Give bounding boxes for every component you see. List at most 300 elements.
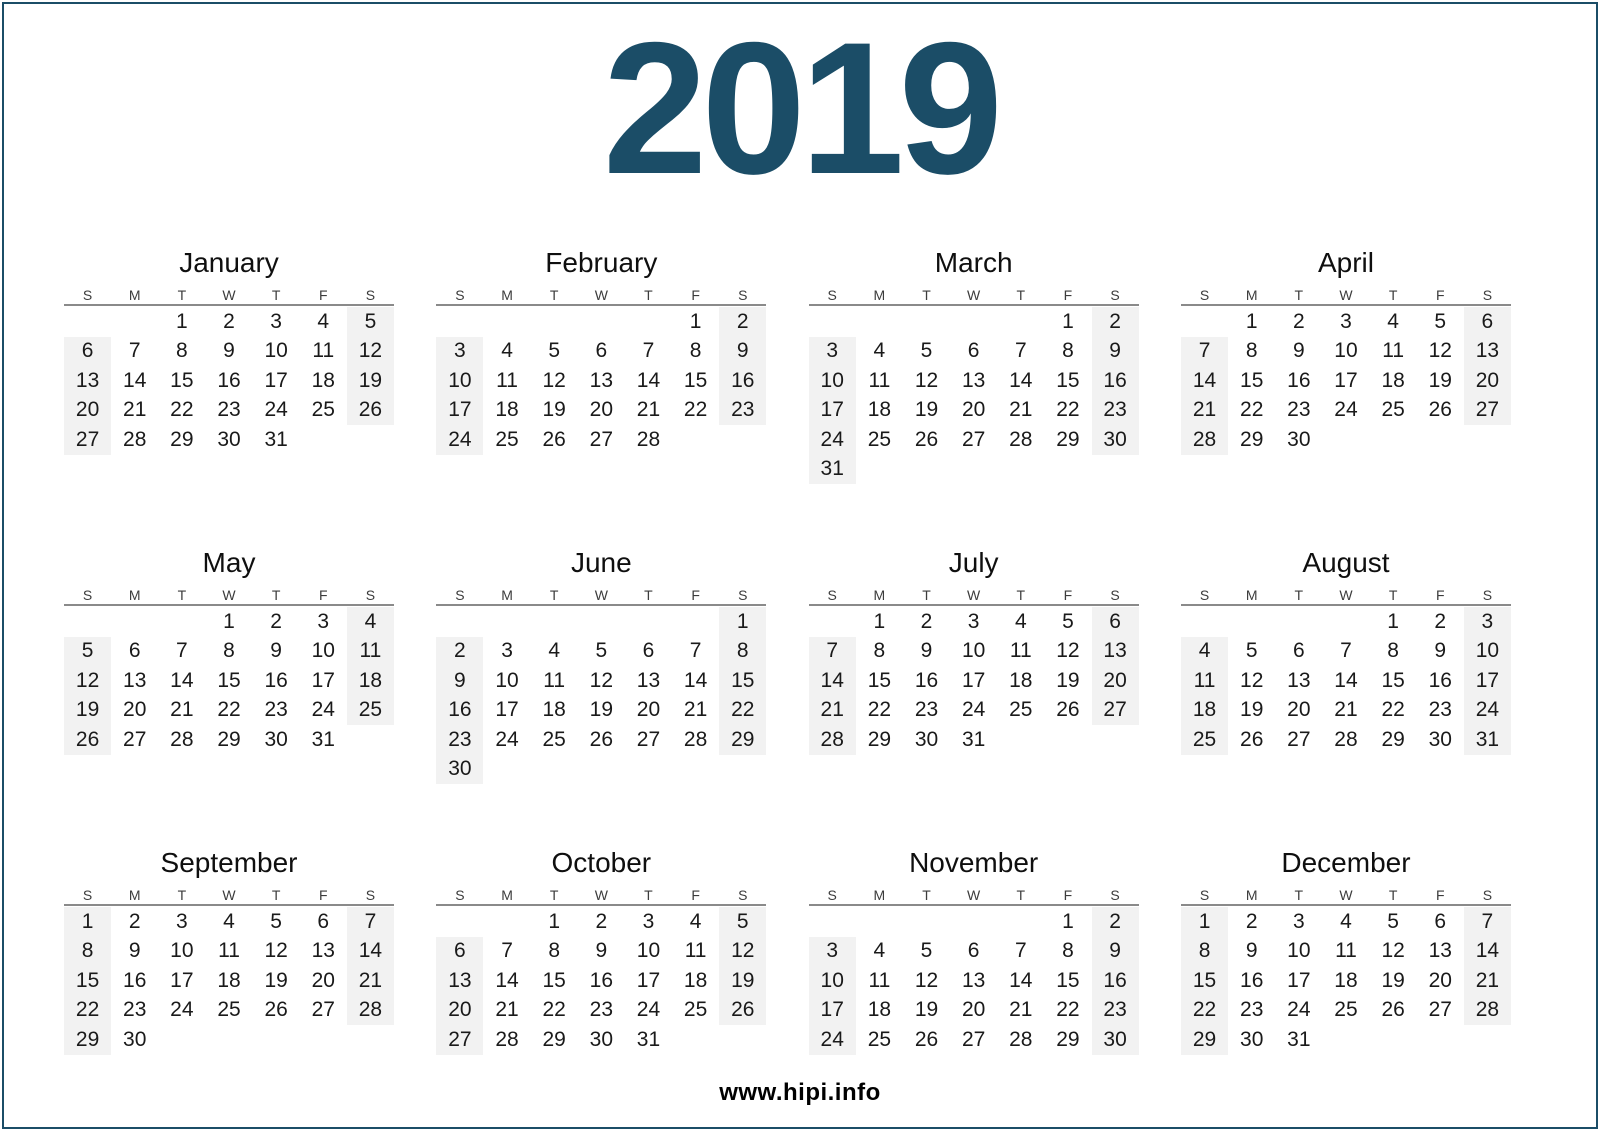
day-cell: 2	[920, 609, 933, 633]
weekday-label: S	[365, 887, 376, 903]
day-cell: 26	[589, 727, 613, 751]
day-cell: 31	[1464, 725, 1511, 755]
weekday-label: S	[738, 587, 748, 603]
day-cell: 17	[264, 368, 288, 392]
day-cell: 20	[961, 398, 986, 422]
day-cell: 7	[176, 639, 188, 663]
weekday-label: T	[271, 587, 281, 603]
day-cell: 31	[636, 1027, 661, 1051]
day-cell: 10	[495, 668, 519, 692]
day-cell: 9	[270, 639, 282, 663]
weekday-label: S	[82, 287, 93, 303]
day-cell: 19	[1381, 968, 1405, 992]
day-cell: 28	[495, 1027, 519, 1051]
weekday-header-row	[1181, 286, 1511, 306]
weekday-label: M	[873, 587, 886, 603]
empty-day-cell	[950, 455, 997, 485]
empty-day-cell	[672, 607, 719, 637]
day-cell: 8	[1245, 339, 1258, 363]
day-cell: 1	[1387, 609, 1399, 633]
weekday-label: F	[318, 287, 328, 303]
day-cell: 25	[867, 1027, 892, 1051]
day-cell: 27	[1092, 696, 1139, 726]
week-row	[809, 996, 1139, 1026]
day-cell: 29	[170, 427, 194, 451]
day-cell: 18	[1009, 668, 1033, 692]
day-cell: 10	[809, 366, 856, 396]
day-cell: 17	[636, 968, 661, 992]
week-row	[64, 425, 394, 455]
week-row	[809, 396, 1139, 426]
day-cell: 3	[809, 937, 856, 967]
week-row	[64, 307, 394, 337]
day-cell: 18	[867, 398, 892, 422]
month-weeks	[436, 607, 766, 784]
day-cell: 8	[873, 639, 886, 663]
empty-day-cell	[997, 725, 1044, 755]
weekday-label: T	[644, 887, 653, 903]
day-cell: 5	[64, 637, 111, 667]
day-cell: 22	[170, 398, 194, 422]
empty-day-cell	[436, 607, 483, 637]
empty-day-cell	[64, 307, 111, 337]
weekday-label: F	[1435, 287, 1445, 303]
empty-day-cell	[1044, 725, 1091, 755]
day-cell: 15	[1181, 966, 1228, 996]
empty-day-cell	[672, 755, 719, 785]
day-cell: 6	[595, 339, 608, 363]
day-cell: 11	[868, 968, 891, 992]
empty-day-cell	[856, 907, 903, 937]
day-cell: 13	[123, 668, 147, 692]
empty-day-cell	[64, 607, 111, 637]
day-cell: 28	[123, 427, 147, 451]
day-cell: 27	[961, 427, 986, 451]
weekday-label: S	[827, 287, 837, 303]
week-row	[1181, 907, 1511, 937]
weekday-label: S	[1199, 287, 1210, 303]
day-cell: 14	[683, 668, 708, 692]
week-row	[809, 425, 1139, 455]
day-cell: 7	[809, 637, 856, 667]
week-row	[809, 607, 1139, 637]
day-cell: 2	[436, 637, 483, 667]
day-cell: 26	[1240, 727, 1264, 751]
day-cell: 23	[1092, 996, 1139, 1026]
day-cell: 16	[264, 668, 288, 692]
day-cell: 3	[967, 609, 980, 633]
day-cell: 22	[64, 996, 111, 1026]
day-cell: 16	[1428, 668, 1452, 692]
day-cell: 24	[961, 698, 986, 722]
weekday-label: T	[1016, 587, 1026, 603]
empty-day-cell	[578, 307, 625, 337]
week-row	[436, 666, 766, 696]
day-cell: 13	[961, 368, 986, 392]
day-cell: 10	[809, 966, 856, 996]
weekday-label: T	[1388, 287, 1398, 303]
day-cell: 7	[689, 639, 702, 663]
week-row	[809, 337, 1139, 367]
month	[436, 240, 766, 540]
week-row	[436, 966, 766, 996]
empty-day-cell	[578, 607, 625, 637]
month-title: December	[1281, 847, 1411, 878]
week-row	[436, 996, 766, 1026]
day-cell: 21	[170, 698, 194, 722]
day-cell: 2	[1434, 609, 1447, 633]
empty-day-cell	[1322, 607, 1369, 637]
day-cell: 5	[719, 907, 766, 937]
day-cell: 23	[914, 698, 939, 722]
day-cell: 8	[719, 637, 766, 667]
day-cell: 1	[873, 609, 886, 633]
weekday-label: M	[1245, 587, 1258, 603]
weekday-label: W	[1339, 887, 1353, 903]
week-row	[64, 937, 394, 967]
weekday-header-row	[436, 586, 766, 606]
day-cell: 6	[317, 909, 330, 933]
weekday-label: M	[873, 887, 886, 903]
week-row	[809, 966, 1139, 996]
day-cell: 30	[436, 755, 483, 785]
week-row	[809, 366, 1139, 396]
weekday-label: W	[222, 887, 236, 903]
day-cell: 9	[719, 337, 766, 367]
day-cell: 7	[642, 339, 655, 363]
day-cell: 13	[1092, 637, 1139, 667]
day-cell: 14	[123, 368, 147, 392]
weekday-label: M	[1245, 287, 1258, 303]
day-cell: 25	[495, 427, 519, 451]
month-weeks	[64, 607, 394, 755]
day-cell: 9	[1292, 339, 1305, 363]
day-cell: 19	[1428, 368, 1452, 392]
day-cell: 18	[683, 968, 708, 992]
day-cell: 12	[719, 937, 766, 967]
empty-day-cell	[436, 907, 483, 937]
day-cell: 26	[719, 996, 766, 1026]
day-cell: 29	[867, 727, 892, 751]
month-weeks	[436, 907, 766, 1055]
weekday-header-row	[809, 286, 1139, 306]
day-cell: 6	[642, 639, 655, 663]
day-cell: 8	[1181, 937, 1228, 967]
weekday-label: M	[1245, 887, 1258, 903]
day-cell: 16	[1092, 366, 1139, 396]
weekday-label: F	[318, 587, 328, 603]
month	[436, 540, 766, 840]
empty-day-cell	[1228, 607, 1275, 637]
day-cell: 5	[548, 339, 561, 363]
weekday-label: F	[1063, 287, 1073, 303]
day-cell: 4	[689, 909, 702, 933]
day-cell: 31	[264, 427, 288, 451]
day-cell: 29	[1240, 427, 1264, 451]
day-cell: 24	[495, 727, 519, 751]
day-cell: 25	[1009, 698, 1033, 722]
day-cell: 7	[1014, 339, 1027, 363]
weekday-label: F	[1435, 887, 1445, 903]
weekday-header-row	[64, 286, 394, 306]
day-cell: 26	[64, 725, 111, 755]
empty-day-cell	[672, 425, 719, 455]
day-cell: 8	[64, 937, 111, 967]
day-cell: 15	[1056, 968, 1080, 992]
day-cell: 20	[64, 396, 111, 426]
weekday-label: F	[1063, 887, 1073, 903]
weekday-label: S	[738, 887, 748, 903]
day-cell: 27	[311, 998, 335, 1022]
empty-day-cell	[483, 307, 530, 337]
weekday-label: M	[128, 887, 141, 903]
month-weeks	[436, 307, 766, 455]
week-row	[1181, 607, 1511, 637]
week-row	[1181, 337, 1511, 367]
day-cell: 5	[1434, 309, 1447, 333]
day-cell: 10	[636, 939, 661, 963]
day-cell: 15	[170, 368, 194, 392]
empty-day-cell	[300, 425, 347, 455]
day-cell: 5	[270, 909, 282, 933]
day-cell: 2	[1245, 909, 1258, 933]
day-cell: 24	[170, 998, 194, 1022]
day-cell: 17	[436, 396, 483, 426]
day-cell: 6	[64, 337, 111, 367]
week-row	[436, 366, 766, 396]
day-cell: 21	[683, 698, 708, 722]
empty-day-cell	[253, 1025, 300, 1055]
day-cell: 29	[64, 1025, 111, 1055]
day-cell: 19	[1240, 698, 1264, 722]
day-cell: 25	[1334, 998, 1358, 1022]
week-row	[64, 366, 394, 396]
weekday-header-row	[436, 886, 766, 906]
day-cell: 21	[1181, 396, 1228, 426]
day-cell: 7	[501, 939, 513, 963]
day-cell: 21	[809, 696, 856, 726]
empty-day-cell	[625, 755, 672, 785]
weekday-label: T	[549, 587, 559, 603]
day-cell: 18	[542, 698, 566, 722]
day-cell: 4	[548, 639, 561, 663]
day-cell: 7	[1464, 907, 1511, 937]
day-cell: 23	[123, 998, 147, 1022]
day-cell: 2	[1092, 307, 1139, 337]
day-cell: 22	[1056, 998, 1080, 1022]
day-cell: 16	[217, 368, 241, 392]
day-cell: 9	[595, 939, 608, 963]
day-cell: 18	[311, 368, 335, 392]
day-cell: 4	[317, 309, 330, 333]
day-cell: 18	[495, 398, 519, 422]
day-cell: 15	[1381, 668, 1405, 692]
months-grid	[64, 240, 1511, 1140]
weekday-label: S	[455, 287, 465, 303]
day-cell: 16	[1092, 966, 1139, 996]
day-cell: 13	[589, 368, 613, 392]
empty-day-cell	[950, 307, 997, 337]
weekday-label: S	[1110, 287, 1120, 303]
day-cell: 24	[636, 998, 661, 1022]
day-cell: 16	[589, 968, 613, 992]
day-cell: 7	[1340, 639, 1352, 663]
day-cell: 1	[1181, 907, 1228, 937]
weekday-label: F	[1063, 587, 1073, 603]
day-cell: 20	[589, 398, 613, 422]
day-cell: 25	[683, 998, 708, 1022]
day-cell: 2	[1092, 907, 1139, 937]
day-cell: 27	[123, 727, 147, 751]
empty-day-cell	[347, 725, 394, 755]
day-cell: 19	[1056, 668, 1080, 692]
weekday-label: F	[691, 587, 700, 603]
empty-day-cell	[997, 907, 1044, 937]
day-cell: 14	[1334, 668, 1358, 692]
week-row	[64, 337, 394, 367]
day-cell: 27	[1287, 727, 1311, 751]
empty-day-cell	[1092, 725, 1139, 755]
day-cell: 9	[1245, 939, 1258, 963]
day-cell: 9	[223, 339, 235, 363]
day-cell: 11	[312, 339, 335, 363]
day-cell: 17	[961, 668, 986, 692]
day-cell: 10	[436, 366, 483, 396]
day-cell: 10	[961, 639, 986, 663]
day-cell: 14	[636, 368, 661, 392]
day-cell: 7	[347, 907, 394, 937]
day-cell: 20	[1428, 968, 1452, 992]
day-cell: 30	[1240, 1027, 1264, 1051]
day-cell: 16	[123, 968, 147, 992]
empty-day-cell	[625, 607, 672, 637]
day-cell: 19	[719, 966, 766, 996]
day-cell: 30	[1428, 727, 1452, 751]
day-cell: 17	[1464, 666, 1511, 696]
week-row	[436, 696, 766, 726]
day-cell: 27	[961, 1027, 986, 1051]
day-cell: 4	[347, 607, 394, 637]
day-cell: 18	[217, 968, 241, 992]
day-cell: 15	[217, 668, 241, 692]
day-cell: 21	[495, 998, 519, 1022]
day-cell: 4	[873, 939, 886, 963]
day-cell: 21	[1009, 998, 1033, 1022]
day-cell: 24	[1464, 696, 1511, 726]
weekday-label: T	[1016, 887, 1026, 903]
weekday-label: F	[318, 887, 328, 903]
weekday-label: S	[365, 287, 376, 303]
day-cell: 28	[1334, 727, 1358, 751]
day-cell: 28	[347, 996, 394, 1026]
empty-day-cell	[809, 607, 856, 637]
day-cell: 1	[1062, 309, 1074, 333]
empty-day-cell	[997, 455, 1044, 485]
day-cell: 30	[1287, 427, 1311, 451]
day-cell: 25	[1181, 725, 1228, 755]
day-cell: 11	[1335, 939, 1357, 963]
day-cell: 22	[542, 998, 566, 1022]
week-row	[809, 1025, 1139, 1055]
day-cell: 15	[542, 968, 566, 992]
empty-day-cell	[483, 607, 530, 637]
weekday-label: S	[1199, 887, 1210, 903]
day-cell: 8	[1062, 939, 1074, 963]
day-cell: 28	[1464, 996, 1511, 1026]
empty-day-cell	[1044, 455, 1091, 485]
day-cell: 3	[501, 639, 513, 663]
day-cell: 13	[64, 366, 111, 396]
day-cell: 12	[914, 368, 939, 392]
day-cell: 19	[914, 998, 939, 1022]
day-cell: 24	[436, 425, 483, 455]
month-weeks	[64, 907, 394, 1055]
day-cell: 17	[170, 968, 194, 992]
month-weeks	[64, 307, 394, 455]
day-cell: 26	[1056, 698, 1080, 722]
year-title: 2019	[602, 3, 998, 213]
day-cell: 6	[967, 939, 980, 963]
empty-day-cell	[158, 607, 205, 637]
day-cell: 3	[809, 337, 856, 367]
weekday-label: F	[1435, 587, 1445, 603]
day-cell: 19	[542, 398, 566, 422]
day-cell: 9	[1092, 337, 1139, 367]
empty-day-cell	[1322, 425, 1369, 455]
weekday-label: T	[177, 887, 187, 903]
day-cell: 5	[595, 639, 608, 663]
day-cell: 5	[920, 939, 933, 963]
weekday-header-row	[809, 886, 1139, 906]
day-cell: 5	[920, 339, 933, 363]
week-row	[1181, 996, 1511, 1026]
weekday-label: M	[501, 587, 513, 603]
empty-day-cell	[903, 307, 950, 337]
day-cell: 28	[1181, 425, 1228, 455]
day-cell: 3	[270, 309, 282, 333]
empty-day-cell	[1092, 455, 1139, 485]
day-cell: 20	[436, 996, 483, 1026]
day-cell: 16	[436, 696, 483, 726]
day-cell: 31	[311, 727, 335, 751]
month-title: January	[179, 247, 279, 278]
day-cell: 11	[347, 637, 394, 667]
week-row	[809, 666, 1139, 696]
week-row	[1181, 637, 1511, 667]
day-cell: 12	[1428, 339, 1452, 363]
empty-day-cell	[1370, 1025, 1417, 1055]
weekday-label: W	[594, 887, 608, 903]
day-cell: 9	[436, 666, 483, 696]
weekday-header-row	[809, 586, 1139, 606]
day-cell: 8	[176, 339, 188, 363]
day-cell: 30	[217, 427, 241, 451]
weekday-label: W	[594, 587, 608, 603]
day-cell: 4	[501, 339, 513, 363]
day-cell: 18	[1381, 368, 1405, 392]
day-cell: 23	[1092, 396, 1139, 426]
week-row	[436, 396, 766, 426]
weekday-header-row	[1181, 586, 1511, 606]
day-cell: 11	[543, 668, 566, 692]
weekday-label: W	[222, 587, 236, 603]
day-cell: 2	[595, 909, 608, 933]
empty-day-cell	[300, 1025, 347, 1055]
month-weeks	[809, 307, 1139, 484]
day-cell: 1	[719, 607, 766, 637]
day-cell: 11	[496, 368, 518, 392]
day-cell: 27	[1428, 998, 1452, 1022]
